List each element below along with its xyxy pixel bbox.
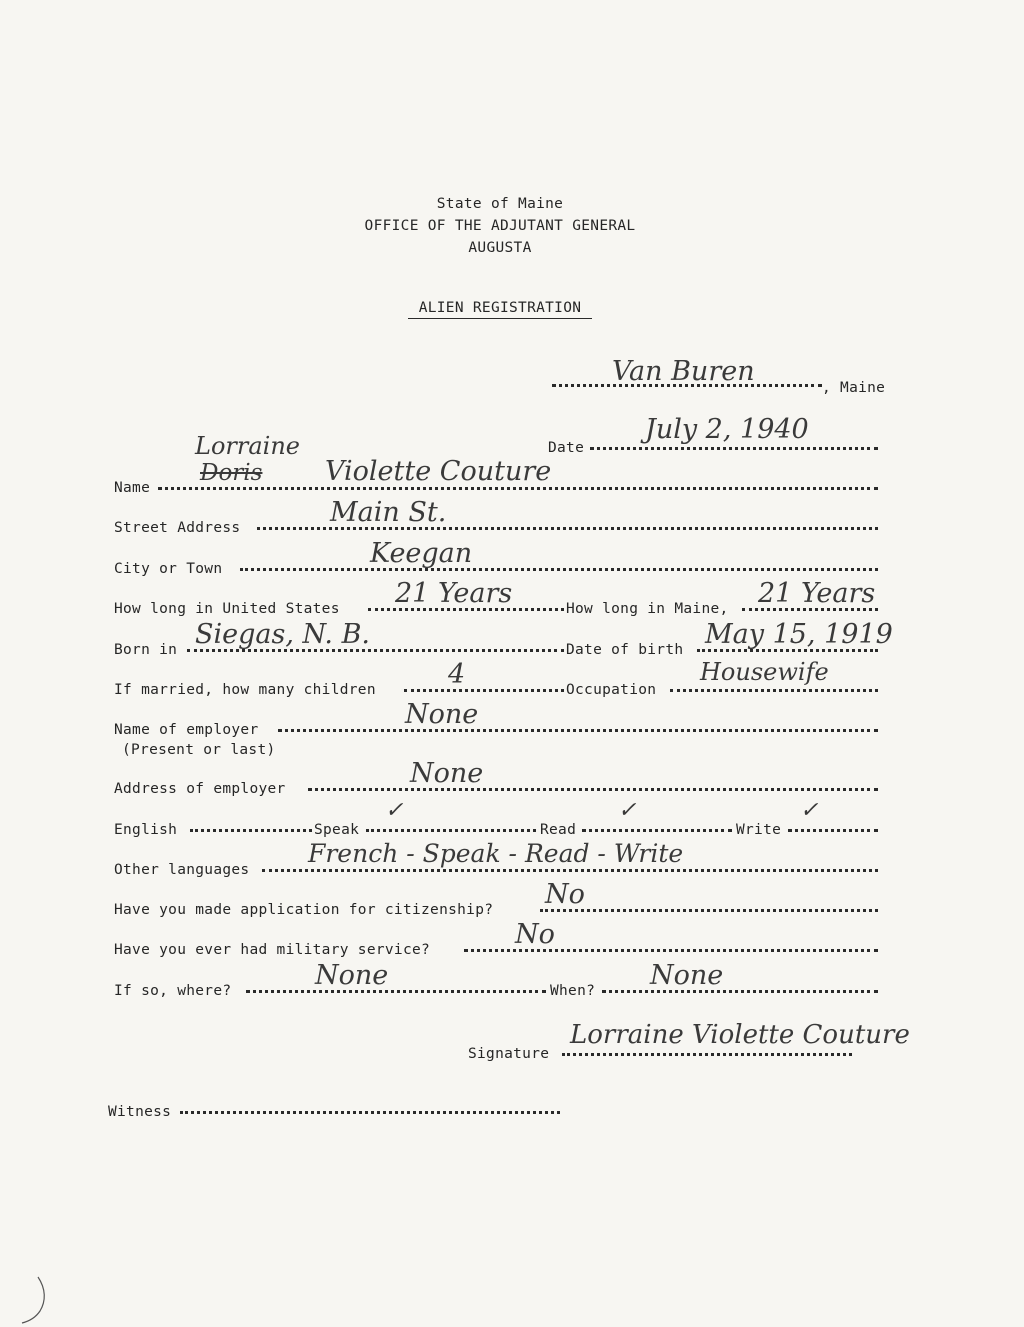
citizenship-leader — [540, 909, 878, 912]
title-underline — [408, 318, 592, 319]
state-label: , Maine — [822, 380, 886, 396]
witness-label: Witness — [108, 1104, 172, 1120]
other-languages-label: Other languages — [114, 862, 250, 878]
occupation-value: Housewife — [700, 658, 829, 686]
where-value: None — [315, 960, 389, 991]
born-label: Born in — [114, 642, 178, 658]
read-label: Read — [540, 822, 577, 838]
children-leader — [404, 689, 564, 692]
maine-residence-value: 21 Years — [758, 578, 876, 609]
name-correction: Lorraine — [195, 432, 300, 460]
us-residence-label: How long in United States — [114, 601, 340, 617]
street-value: Main St. — [330, 497, 447, 528]
city-leader — [240, 568, 878, 571]
when-leader — [602, 990, 878, 993]
date-value: July 2, 1940 — [645, 414, 809, 445]
employer-leader — [278, 729, 878, 732]
signature-value: Lorraine Violette Couture — [570, 1020, 910, 1050]
birth-date-value: May 15, 1919 — [705, 619, 893, 650]
city-label: City or Town — [114, 561, 223, 577]
write-value: ✓ — [800, 798, 819, 823]
us-residence-value: 21 Years — [395, 578, 513, 609]
form-title: ALIEN REGISTRATION — [418, 300, 582, 316]
when-value: None — [650, 960, 724, 991]
citizenship-label: Have you made application for citizenship? — [114, 902, 494, 918]
town-value: Van Buren — [612, 356, 755, 387]
english-leader — [190, 829, 312, 832]
children-label: If married, how many children — [114, 682, 376, 698]
employer-sublabel: (Present or last) — [122, 742, 276, 758]
name-struck: Doris — [200, 460, 263, 486]
where-leader — [246, 990, 546, 993]
military-label: Have you ever had military service? — [114, 942, 431, 958]
born-value: Siegas, N. B. — [195, 619, 370, 650]
maine-residence-label: How long in Maine, — [566, 601, 729, 617]
name-value: Violette Couture — [325, 456, 552, 487]
header-office: OFFICE OF THE ADJUTANT GENERAL — [364, 218, 636, 234]
employer-address-label: Address of employer — [114, 781, 286, 797]
signature-leader — [562, 1053, 852, 1056]
speak-leader — [366, 829, 536, 832]
when-label: When? — [550, 983, 596, 999]
employer-address-value: None — [410, 758, 484, 789]
where-label: If so, where? — [114, 983, 232, 999]
witness-leader — [180, 1111, 560, 1114]
date-leader — [590, 447, 878, 450]
military-value: No — [515, 919, 555, 950]
english-label: English — [114, 822, 178, 838]
children-value: 4 — [448, 659, 466, 690]
header-state: State of Maine — [436, 196, 564, 212]
speak-label: Speak — [314, 822, 360, 838]
other-languages-value: French - Speak - Read - Write — [308, 839, 684, 868]
employer-address-leader — [308, 788, 878, 791]
name-leader — [158, 487, 878, 490]
city-value: Keegan — [370, 538, 473, 569]
occupation-leader — [670, 689, 878, 692]
other-languages-leader — [262, 869, 878, 872]
write-leader — [788, 829, 878, 832]
header-city: AUGUSTA — [468, 240, 532, 256]
scan-edge-artifact-icon — [0, 1275, 50, 1325]
employer-value: None — [405, 699, 479, 730]
citizenship-value: No — [545, 879, 585, 910]
street-label: Street Address — [114, 520, 241, 536]
speak-value: ✓ — [385, 798, 404, 823]
date-label: Date — [548, 440, 585, 456]
occupation-label: Occupation — [566, 682, 657, 698]
write-label: Write — [736, 822, 782, 838]
birth-date-label: Date of birth — [566, 642, 684, 658]
read-leader — [582, 829, 732, 832]
name-label: Name — [114, 480, 151, 496]
signature-label: Signature — [468, 1046, 550, 1062]
read-value: ✓ — [618, 798, 637, 823]
employer-label: Name of employer — [114, 722, 259, 738]
